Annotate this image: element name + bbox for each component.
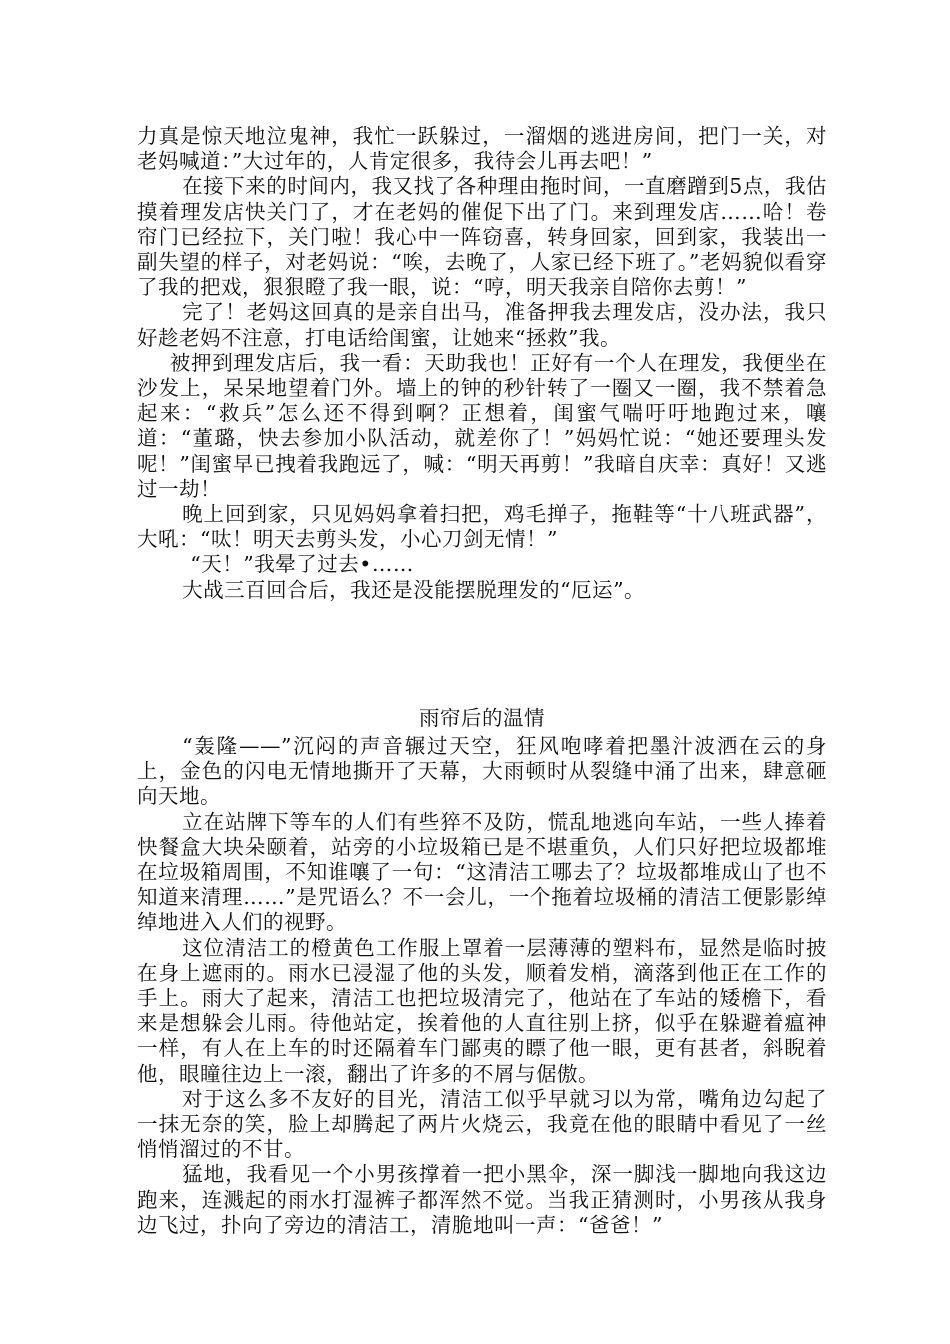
paragraph: 被押到理发店后，我一看：天助我也！正好有一个人在理发，我便坐在沙发上，呆呆地望着门外。墙上的钟的秒针转了一圈又一圈，我不禁着急起来：“救兵”怎么还不得到啊？正想着，闺蜜气喘吁吁地跑过来，嚷道：“董璐，快去参加小队活动，就差你了！”妈妈忙说：“她还要理头发呢！”闺蜜早已拽着我跑远了，喊：“明天再剪！”我暗自庆幸：真好！又逃过一劫！ xyxy=(137,350,827,501)
paragraph: 这位清洁工的橙黄色工作服上罩着一层薄薄的塑料布，显然是临时披在身上遮雨的。雨水已浸湿了他的头发，顺着发梢，滴落到他正在工作的手上。雨大了起来，清洁工也把垃圾清完了，他站在了车站的矮檐下，看来是想躲会儿雨。待他站定，挨着他的人直往别上挤，似乎在躲避着瘟神一样，有人在上车的时还隔着车门鄙夷的瞟了他一眼，更有甚者，斜睨着他，眼瞳往边上一滚，翻出了许多的不屑与倨傲。 xyxy=(137,935,827,1086)
paragraph: 立在站牌下等车的人们有些猝不及防，慌乱地逃向车站，一些人捧着快餐盒大块朵颐着，站旁的小垃圾箱已是不堪重负，人们只好把垃圾都堆在垃圾箱周围，不知谁嚷了一句：“这清洁工哪去了？垃圾都堆成山了也不知道来清理……”是咒语么？不一会儿，一个拖着垃圾桶的清洁工便影影绰绰地进入人们的视野。 xyxy=(137,809,827,935)
story-two-body xyxy=(137,734,827,1238)
paragraph: “轰隆——”沉闷的声音辗过天空，狂风咆哮着把墨汁波洒在云的身上，金色的闪电无情地撕开了天幕，大雨顿时从裂缝中涌了出来，肆意砸向天地。 xyxy=(137,734,827,809)
paragraph: 晚上回到家，只见妈妈拿着扫把，鸡毛掸子，拖鞋等“十八班武器”，大吼：“呔！明天去剪头发，小心刀剑无情！” xyxy=(137,502,827,552)
story-two-title: 雨帘后的温情 xyxy=(419,706,545,730)
paragraph: 大战三百回合后，我还是没能摆脱理发的“厄运”。 xyxy=(182,577,646,602)
paragraph: 猛地，我看见一个小男孩撑着一把小黑伞，深一脚浅一脚地向我这边跑来，连溅起的雨水打湿裤子都浑然不觉。当我正猜测时，小男孩从我身边飞过，扑向了旁边的清洁工，清脆地叫一声：“爸爸！” xyxy=(137,1162,827,1237)
paragraph: 对于这么多不友好的目光，清洁工似乎早就习以为常，嘴角边勾起了一抹无奈的笑，脸上却腾起了两片火烧云，我竟在他的眼睛中看见了一丝悄悄溜过的不甘。 xyxy=(137,1086,827,1162)
paragraph: “天！”我晕了过去•…… xyxy=(190,552,414,577)
story-one-body xyxy=(137,124,827,603)
paragraph: 完了！老妈这回真的是亲自出马，准备押我去理发店，没办法，我只好趁老妈不注意，打电话给闺蜜，让她来“拯救”我。 xyxy=(137,300,827,350)
paragraph: 在接下来的时间内，我又找了各种理由拖时间，一直磨蹭到5点，我估摸着理发店快关门了，才在老妈的催促下出了门。来到理发店……哈！卷帘门已经拉下，关门啦！我心中一阵窃喜，转身回家，回到家，我装出一副失望的样子，对老妈说：“唉，去晚了，人家已经下班了。”老妈貌似看穿了我的把戏，狠狠瞪了我一眼，说：“哼，明天我亲自陪你去剪！” xyxy=(137,174,827,300)
paragraph: 力真是惊天地泣鬼神，我忙一跃躲过，一溜烟的逃进房间，把门一关，对老妈喊道：”大过年的，人肯定很多，我待会儿再去吧！” xyxy=(137,124,827,174)
